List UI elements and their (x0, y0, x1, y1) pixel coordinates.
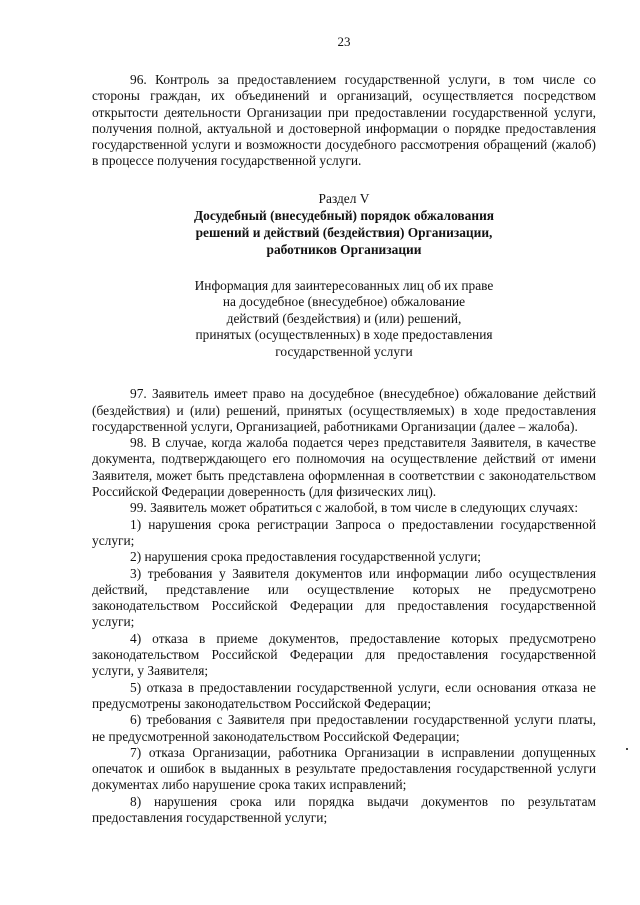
info-heading-line-2: на досудебное (внесудебное) обжалование (222, 294, 466, 310)
section-title-line-1: Досудебный (внесудебный) порядок обжалования (193, 207, 495, 223)
list-item-6: 6) требования с Заявителя при предоставлении государственной услуги платы, не предусмотренной законодательством Российской Федерации; (92, 712, 596, 744)
section-heading (92, 190, 596, 258)
info-heading (92, 278, 596, 361)
list-item-8: 8) нарушения срока или порядка выдачи документов по результатам предоставления государственной услуги; (92, 793, 596, 825)
paragraph-96: 96. Контроль за предоставлением государственной услуги, в том числе со стороны граждан, их объединений и организаций, осуществляется посредством открытости деятельности Организации при предоставлении государственной услуги, получения полной, актуальной и достоверной информации о порядке предоставления государственной услуги и возможности досудебного рассмотрения обращений (жалоб) в процессе получения государственной услуги. (92, 72, 596, 169)
list-item-1: 1) нарушения срока регистрации Запроса о предоставлении государственной услуги; (92, 516, 596, 548)
info-heading-line-1: Информация для заинтересованных лиц об их праве (194, 277, 494, 293)
list-item-4: 4) отказа в приеме документов, предоставление которых предусмотрено законодательством Российской Федерации для предоставления государственной услуги, у Заявителя; (92, 630, 596, 679)
list-item-2: 2) нарушения срока предоставления государственной услуги; (130, 549, 482, 565)
info-heading-line-5: государственной услуги (275, 343, 413, 359)
list-item-5: 5) отказа в предоставлении государственной услуги, если основания отказа не предусмотрены законодательством Российской Федерации; (92, 679, 596, 711)
info-heading-line-4: принятых (осуществленных) в ходе предоставления (195, 327, 493, 343)
info-heading-line-3: действий (бездействия) и (или) решений, (226, 310, 462, 326)
paragraph-98: 98. В случае, когда жалоба подается через представителя Заявителя, в качестве документа, подтверждающего его полномочия на осуществление действий от имени Заявителя, может быть представлена оформленная в соответствии с законодательством Российской Федерации доверенность (для физических лиц). (92, 435, 596, 500)
page-number: 23 (337, 34, 351, 49)
section-title-line-2: решений и действий (бездействия) Организации, (195, 224, 493, 240)
section-title-line-3: работников Организации (266, 241, 422, 257)
paragraph-97: 97. Заявитель имеет право на досудебное (внесудебное) обжалование действий (бездействия) и (или) решений, принятых (осуществляемых) в ходе предоставления государственной услуги, Организацией, работниками Организации (далее – жалоба). (92, 386, 596, 434)
list-item-3: 3) требования у Заявителя документов или информации либо осуществления действий, представление или осуществление которых не предусмотрено законодательством Российской Федерации для предоставления государственной услуги; (92, 565, 596, 630)
scan-margin-mark (626, 748, 628, 750)
section-label: Раздел V (318, 190, 370, 206)
paragraph-99: 99. Заявитель может обратиться с жалобой, в том числе в следующих случаях: (130, 500, 579, 516)
list-item-7: 7) отказа Организации, работника Организации в исправлении допущенных опечаток и ошибок в выданных в результате предоставления государственной услуги документах либо нарушение срока таких исправлений; (92, 744, 596, 793)
